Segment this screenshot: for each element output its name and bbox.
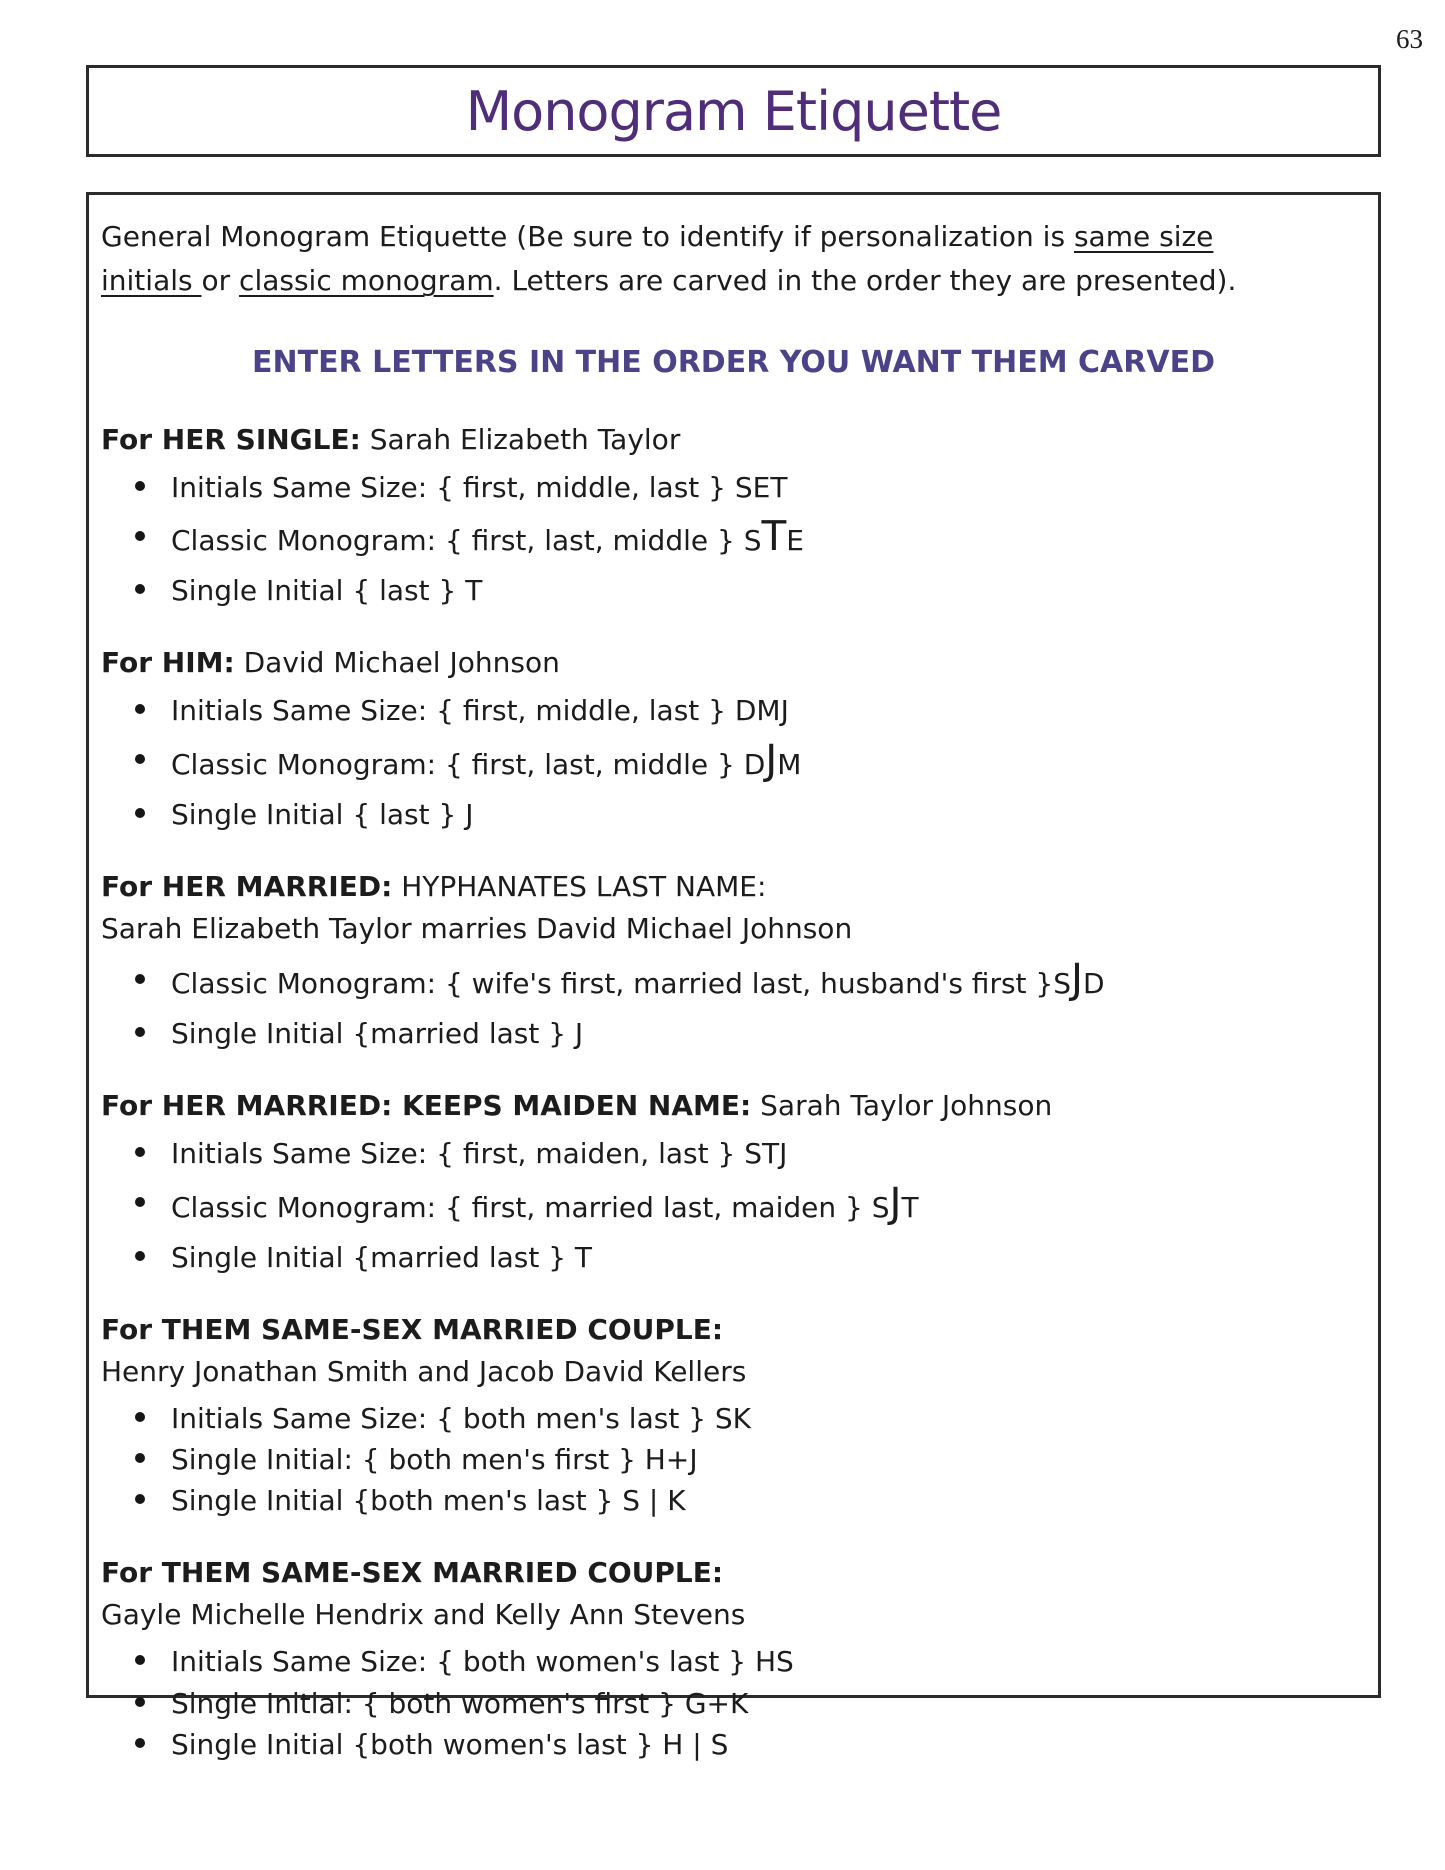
monogram-big-letter: J [1071,954,1083,1003]
section [101,866,1366,1053]
bullet-item [171,1178,1366,1227]
section-name: HYPHANATES LAST NAME: [392,869,767,903]
intro-paragraph [101,215,1366,303]
text-segment: Single Initial {both men's last } S | K [171,1484,686,1518]
bullet-item [171,1725,1366,1764]
text-segment: T [901,1190,919,1224]
carve-order-heading: ENTER LETTERS IN THE ORDER YOU WANT THEM CARVED [252,345,1215,381]
bullet-item [171,795,1366,834]
bullet-item [171,468,1366,507]
monogram-big-letter: T [761,512,787,561]
section [101,1309,1366,1521]
intro-line [101,259,1366,303]
text-segment: Single Initial { last } T [171,574,483,608]
section-names-line: Henry Jonathan Smith and Jacob David Kellers [101,1354,747,1388]
section-header [101,419,1366,461]
intro-line [101,215,1366,259]
section-label: For THEM SAME-SEX MARRIED COUPLE: [101,1312,724,1346]
section-header [101,866,1366,908]
text-segment: Single Initial: { both men's first } H+J [171,1443,698,1477]
section [101,1085,1366,1277]
text-segment: Classic Monogram: { first, last, middle } S [171,524,762,558]
bullet-item [171,1399,1366,1438]
sections-container [101,419,1366,1764]
section-header [101,1552,1366,1594]
bullet-item [171,1440,1366,1479]
text-segment: Single Initial { last } J [171,797,474,831]
text-segment: Initials Same Size: { first, middle, last } DMJ [171,694,789,728]
monogram-big-letter: J [889,1178,902,1227]
section-names-line: Gayle Michelle Hendrix and Kelly Ann Stevens [101,1598,746,1632]
bullet-item [171,691,1366,730]
text-segment: General Monogram Etiquette (Be sure to identify if personalization is [101,220,1074,253]
text-segment: D [1082,966,1105,1000]
page-number: 63 [1396,24,1423,54]
section-header [101,642,1366,684]
bullet-item [171,1642,1366,1681]
text-segment: Single Initial {both women's last } H | S [171,1727,729,1761]
title-box [86,65,1381,157]
bullet-item [171,1014,1366,1053]
section-label: For HIM: [101,646,235,680]
text-segment: Initials Same Size: { both women's last } HS [171,1645,794,1679]
bullet-item [171,735,1366,784]
text-segment: M [777,747,802,781]
underlined-text: same size [1073,220,1214,253]
bullet-item [171,512,1366,561]
bullet-item [171,1238,1366,1277]
section-names-line: Sarah Elizabeth Taylor marries David Michael Johnson [101,911,853,945]
text-segment: Classic Monogram: { wife's first, married last, husband's first }S [171,966,1072,1000]
bullet-list [101,1399,1366,1521]
bullet-item [171,1134,1366,1173]
monogram-big-letter: J [765,735,778,784]
bullet-item [171,571,1366,610]
bullet-item [171,1481,1366,1520]
underlined-text: initials [101,264,202,298]
bullet-list [101,1134,1366,1277]
section [101,419,1366,611]
bullet-list [101,691,1366,834]
bullet-list [101,468,1366,611]
bullet-list [101,954,1366,1053]
section-label: For HER SINGLE: [101,422,361,456]
text-segment: Classic Monogram: { first, married last, maiden } S [171,1190,890,1224]
text-segment: Single Initial: { both women's first } G+K [171,1686,749,1720]
section-name: Sarah Elizabeth Taylor [360,422,681,456]
section-header [101,1085,1366,1127]
text-segment: Initials Same Size: { first, middle, last } SET [171,470,788,504]
section-header [101,1309,1366,1351]
content-box [86,192,1381,1761]
section-name: David Michael Johnson [234,646,560,680]
section-label: For HER MARRIED: [101,869,393,903]
text-segment: E [786,524,804,558]
bullet-list [101,1642,1366,1764]
bullet-item [171,954,1366,1003]
bullet-item [171,1684,1366,1723]
section [101,1552,1366,1764]
page-title: Monogram Etiquette [465,79,1002,143]
text-segment: or [201,264,240,298]
text-segment: Initials Same Size: { first, maiden, last } STJ [171,1137,788,1171]
section [101,642,1366,834]
text-segment: Single Initial {married last } J [171,1017,584,1051]
text-segment: . Letters are carved in the order they are presented). [493,264,1237,298]
section-label: For THEM SAME-SEX MARRIED COUPLE: [101,1556,724,1590]
section-label: For HER MARRIED: KEEPS MAIDEN NAME: [101,1089,752,1123]
underlined-text: classic monogram [239,264,494,298]
section-name: Sarah Taylor Johnson [751,1089,1053,1123]
text-segment: Single Initial {married last } T [171,1240,593,1274]
text-segment: Initials Same Size: { both men's last } SK [171,1401,752,1435]
text-segment: Classic Monogram: { first, last, middle } D [171,747,766,781]
